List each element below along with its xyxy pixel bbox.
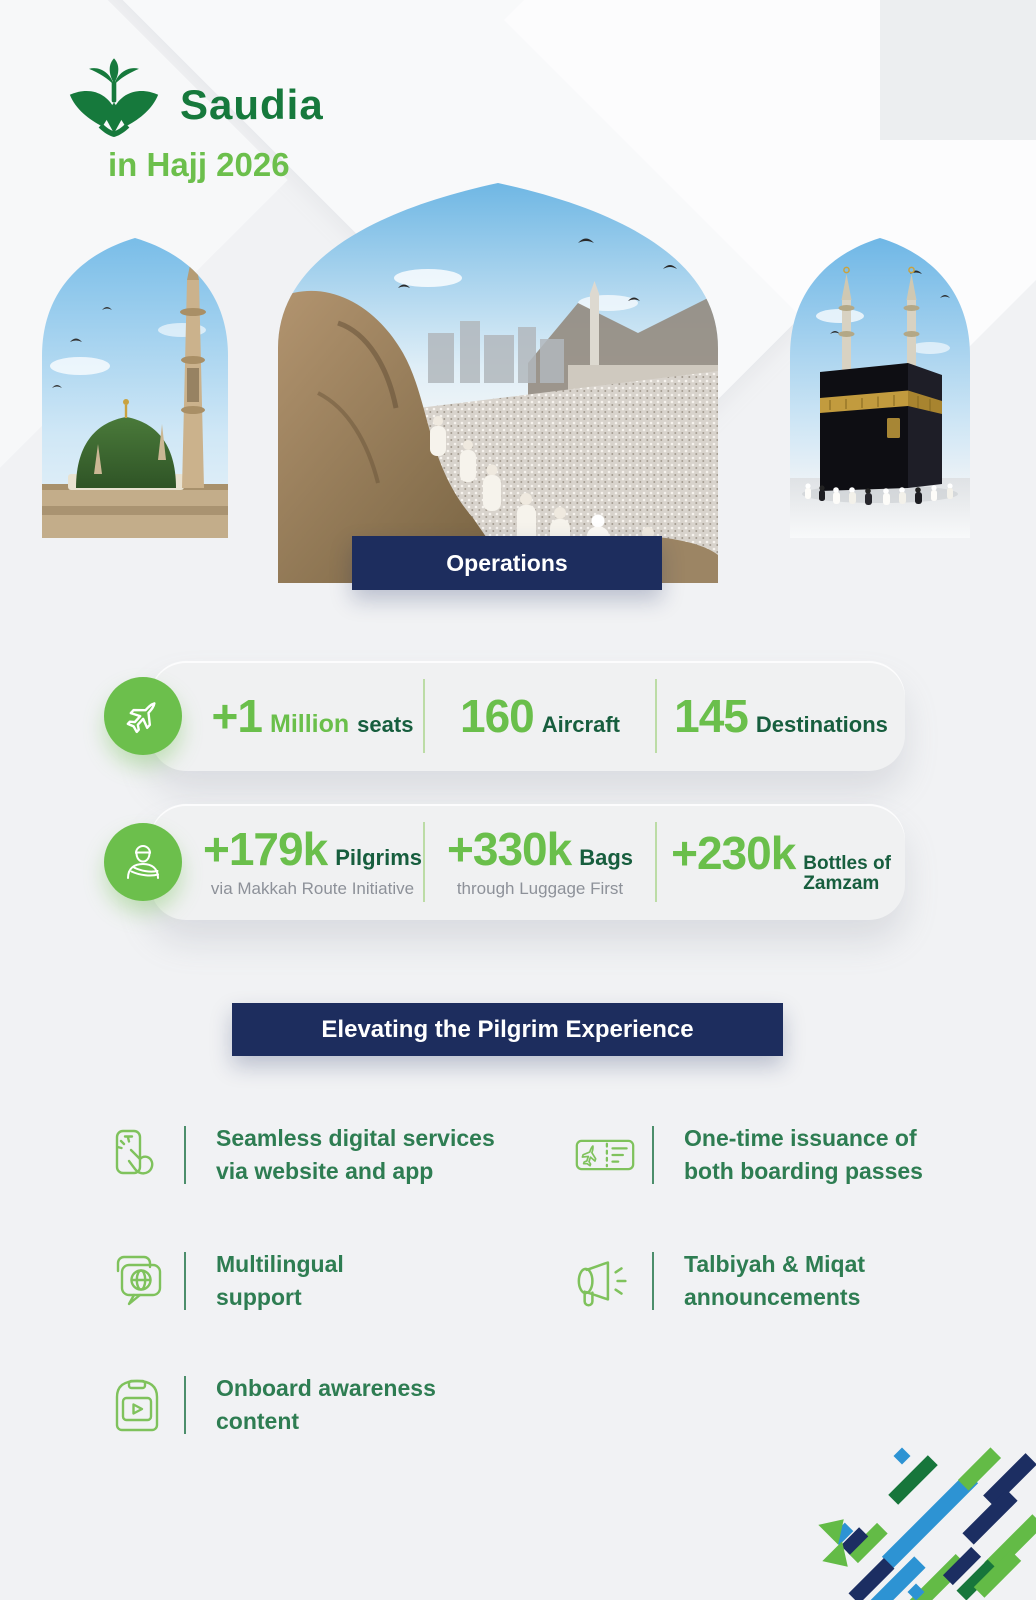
stat-label: Bags <box>579 844 633 870</box>
divider <box>652 1126 654 1184</box>
feature-text <box>216 1122 495 1189</box>
pilgrim-icon <box>104 823 182 901</box>
feature-line1: Seamless digital services <box>216 1125 495 1151</box>
stat-seats <box>150 661 423 771</box>
feature-onboard-content <box>106 1372 436 1439</box>
megaphone-icon <box>574 1252 636 1310</box>
feature-multilingual-support <box>106 1248 344 1315</box>
stat-label: seats <box>357 712 414 737</box>
feature-text <box>684 1122 923 1189</box>
stat-aircraft <box>425 661 655 771</box>
stat-pilgrims <box>150 804 423 920</box>
feature-text <box>216 1372 436 1439</box>
experience-banner-label: Elevating the Pilgrim Experience <box>321 1015 694 1043</box>
background-facet <box>880 0 1036 140</box>
divider <box>184 1126 186 1184</box>
stat-bags <box>425 804 655 920</box>
feature-text <box>216 1248 344 1315</box>
divider <box>652 1252 654 1310</box>
page-title: in Hajj 2026 <box>108 146 290 183</box>
stat-value: 145 <box>674 690 748 742</box>
stat-label: Pilgrims <box>335 844 422 870</box>
feature-announcements <box>574 1248 865 1315</box>
stat-value: +179k <box>202 822 328 875</box>
feature-line2: via website and app <box>216 1158 434 1185</box>
stat-value: +330k <box>447 822 572 875</box>
multilingual-chat-icon <box>106 1251 168 1311</box>
brand-name: Saudia <box>180 80 324 128</box>
divider <box>184 1252 186 1310</box>
kaaba-arch-photo <box>790 238 970 543</box>
plane-icon <box>104 677 182 755</box>
stat-subtext: through Luggage First <box>456 878 624 898</box>
stat-unit: Million <box>270 710 350 738</box>
phone-tap-icon <box>106 1124 168 1186</box>
feature-line1: Multilingual <box>216 1251 344 1277</box>
stat-label <box>803 854 891 894</box>
saudia-logo <box>66 56 324 153</box>
stat-label: Destinations <box>755 712 888 737</box>
stat-value: +1 <box>211 690 262 742</box>
feature-line2: support <box>216 1284 302 1311</box>
feature-line1: One-time issuance of <box>684 1125 917 1151</box>
stat-zamzam <box>657 804 905 920</box>
operations-banner-label: Operations <box>446 549 568 576</box>
stat-destinations <box>657 661 905 771</box>
operations-stats-card-2 <box>150 804 905 920</box>
stat-value: 160 <box>460 690 534 742</box>
operations-stats-card-1 <box>150 661 905 771</box>
divider <box>184 1376 186 1434</box>
stat-label-line1: Bottles of <box>803 853 891 875</box>
saudia-palm-wings-icon <box>66 56 162 153</box>
feature-digital-services <box>106 1122 495 1189</box>
experience-section-banner <box>232 1003 783 1056</box>
stat-subtext: via Makkah Route Initiative <box>210 878 415 898</box>
decorative-mosaic-pattern <box>790 1398 1036 1600</box>
feature-line1: Onboard awareness <box>216 1375 436 1401</box>
prophets-mosque-arch-photo <box>42 238 228 543</box>
feature-line2: content <box>216 1408 300 1435</box>
stat-value: +230k <box>671 827 796 880</box>
feature-boarding-passes <box>574 1122 923 1189</box>
feature-line1: Talbiyah & Miqat <box>684 1251 866 1277</box>
boarding-pass-icon <box>574 1130 636 1180</box>
pilgrims-arafat-crowd-arch-photo <box>278 183 718 588</box>
operations-section-banner <box>352 536 662 590</box>
feature-text <box>684 1248 865 1315</box>
onboard-media-icon <box>106 1375 168 1435</box>
feature-line2: both boarding passes <box>684 1158 923 1185</box>
stat-label: Aircraft <box>541 712 620 737</box>
feature-line2: announcements <box>684 1284 861 1311</box>
stat-label-line2: Zamzam <box>803 873 880 894</box>
